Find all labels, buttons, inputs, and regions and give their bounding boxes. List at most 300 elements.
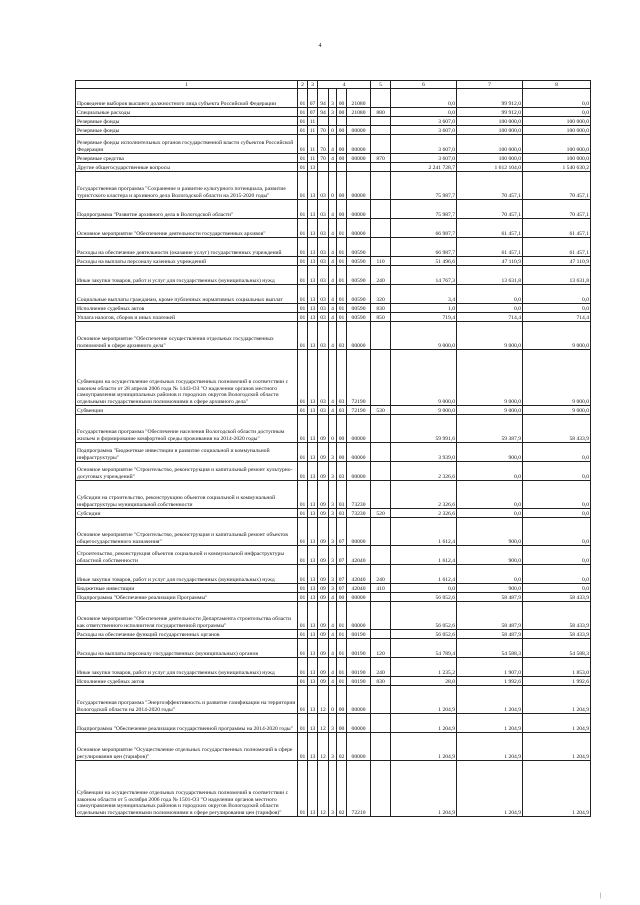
table-row — [76, 135, 591, 154]
target-code-direction-cell: 00000 — [347, 172, 371, 200]
section-code-cell: 01 — [298, 304, 308, 313]
table-row — [76, 304, 591, 313]
expense-type-cell — [371, 443, 391, 462]
expense-type-cell — [371, 518, 391, 546]
amount-col7-cell: 58 487,9 — [457, 602, 523, 630]
target-code-direction-cell: 00590 — [347, 285, 371, 304]
expense-type-cell: 870 — [371, 154, 391, 163]
row-name-cell: Основное мероприятие "Осуществление отдельных государственных полномочий в сфере регулирования цен (тарифов)" — [76, 733, 298, 761]
row-name-cell: Специальные расходы — [76, 108, 298, 117]
section-code-cell: 01 — [298, 584, 308, 593]
amount-col8-cell: 58 433,9 — [523, 602, 591, 630]
target-code-subprogram-cell: 4 — [329, 630, 337, 639]
target-code-activity-cell: 01 — [337, 639, 347, 658]
expense-type-cell — [371, 462, 391, 481]
subsection-code-cell: 13 — [308, 593, 318, 602]
table-row — [76, 257, 591, 266]
target-code-subprogram-cell: 0 — [329, 686, 337, 714]
amount-col7-cell: 54 588,3 — [457, 639, 523, 658]
target-code-activity-cell: 00 — [337, 593, 347, 602]
table-row — [76, 686, 591, 714]
amount-col6-cell: 14 767,3 — [391, 266, 457, 285]
row-name-cell: Резервные фонды исполнительных органов государственной власти субъектов Российской Федерации — [76, 135, 298, 154]
section-code-cell: 01 — [298, 630, 308, 639]
row-name-cell: Основное мероприятие "Строительство, реконструкция и капитальный ремонт объектов общегосударственного назначения" — [76, 518, 298, 546]
target-code-subprogram-cell: 3 — [329, 714, 337, 733]
header-cell: 2 — [298, 81, 308, 89]
target-code-activity-cell: 01 — [337, 658, 347, 677]
target-code-activity-cell: 01 — [337, 677, 347, 686]
subsection-code-cell: 07 — [308, 108, 318, 117]
row-name-cell: Субсидии на строительство, реконструкцию объектов социальной и коммунальной инфраструктуры муниципальной собственности — [76, 481, 298, 509]
table-row — [76, 322, 591, 350]
table-row — [76, 584, 591, 593]
target-code-activity-cell: 00 — [337, 686, 347, 714]
subsection-code-cell: 13 — [308, 509, 318, 518]
target-code-subprogram-cell: 3 — [329, 584, 337, 593]
row-name-cell: Иные закупки товаров, работ и услуг для государственных (муниципальных) нужд — [76, 658, 298, 677]
amount-col8-cell: 100 000,0 — [523, 135, 591, 154]
target-code-direction-cell: 42040 — [347, 546, 371, 565]
amount-col7-cell: 70 457,1 — [457, 172, 523, 200]
expense-type-cell — [371, 593, 391, 602]
amount-col7-cell: 0,0 — [457, 509, 523, 518]
amount-col8-cell: 70 457,1 — [523, 172, 591, 200]
target-code-direction-cell: 00000 — [347, 135, 371, 154]
row-name-cell: Субсидии — [76, 509, 298, 518]
expense-type-cell: 240 — [371, 565, 391, 584]
amount-col6-cell: 59 991,6 — [391, 415, 457, 443]
target-code-activity-cell: 02 — [337, 733, 347, 761]
target-code-subprogram-cell: 4 — [329, 154, 337, 163]
table-row — [76, 546, 591, 565]
amount-col8-cell: 61 457,1 — [523, 238, 591, 257]
section-code-cell: 01 — [298, 415, 308, 443]
target-code-subprogram-cell: 4 — [329, 350, 337, 406]
table-row — [76, 443, 591, 462]
expense-type-cell — [371, 761, 391, 817]
subsection-code-cell: 13 — [308, 163, 318, 172]
section-code-cell: 01 — [298, 172, 308, 200]
target-code-subprogram-cell: 4 — [329, 285, 337, 304]
table-row — [76, 677, 591, 686]
row-name-cell: Государственная программа "Обеспечение населения Вологодской области доступным жильем и формирование комфортной среды проживания на 2014-2020 годы" — [76, 415, 298, 443]
table-row — [76, 200, 591, 219]
amount-col7-cell: 58 487,9 — [457, 593, 523, 602]
target-code-program-cell: 70 — [318, 126, 329, 135]
expense-type-cell — [371, 238, 391, 257]
section-code-cell: 01 — [298, 677, 308, 686]
amount-col7-cell: 1 907,0 — [457, 658, 523, 677]
amount-col6-cell: 9 000,0 — [391, 322, 457, 350]
target-code-program-cell: 70 — [318, 135, 329, 154]
amount-col7-cell: 70 457,1 — [457, 200, 523, 219]
amount-col7-cell: 714,4 — [457, 313, 523, 322]
subsection-code-cell: 13 — [308, 733, 318, 761]
target-code-subprogram-cell: 4 — [329, 200, 337, 219]
expense-type-cell: 240 — [371, 658, 391, 677]
target-code-program-cell: 09 — [318, 443, 329, 462]
target-code-program-cell: 03 — [318, 322, 329, 350]
row-name-cell: Проведение выборов высшего должностного лица субъекта Российской Федерации — [76, 89, 298, 108]
target-code-activity-cell: 00 — [337, 172, 347, 200]
expense-type-cell — [371, 630, 391, 639]
corner-mark: | — [600, 893, 602, 899]
amount-col7-cell: 61 457,1 — [457, 238, 523, 257]
table-row — [76, 565, 591, 584]
target-code-program-cell: 09 — [318, 630, 329, 639]
amount-col6-cell: 719,4 — [391, 313, 457, 322]
section-code-cell: 01 — [298, 406, 308, 415]
table-row — [76, 509, 591, 518]
amount-col7-cell: 61 457,1 — [457, 219, 523, 238]
target-code-activity-cell: 00 — [337, 200, 347, 219]
section-code-cell: 01 — [298, 350, 308, 406]
amount-col6-cell: 1 204,9 — [391, 733, 457, 761]
target-code-activity-cell: 03 — [337, 322, 347, 350]
expense-type-cell — [371, 322, 391, 350]
amount-col7-cell: 0,0 — [457, 285, 523, 304]
section-code-cell: 01 — [298, 117, 308, 126]
amount-col8-cell: 100 000,0 — [523, 117, 591, 126]
target-code-program-cell: 03 — [318, 238, 329, 257]
target-code-activity-cell: 01 — [337, 304, 347, 313]
target-code-subprogram-cell: 4 — [329, 322, 337, 350]
amount-col8-cell: 0,0 — [523, 584, 591, 593]
target-code-activity-cell — [337, 117, 347, 126]
target-code-subprogram-cell: 4 — [329, 135, 337, 154]
subsection-code-cell: 11 — [308, 117, 318, 126]
target-code-program-cell: 09 — [318, 639, 329, 658]
row-name-cell: Резервные фонды — [76, 117, 298, 126]
target-code-direction-cell: 00000 — [347, 462, 371, 481]
target-code-direction-cell — [347, 117, 371, 126]
target-code-program-cell: 03 — [318, 304, 329, 313]
table-row — [76, 630, 591, 639]
section-code-cell: 01 — [298, 714, 308, 733]
amount-col7-cell: 900,0 — [457, 443, 523, 462]
page-number: 4 — [318, 43, 322, 49]
header-cell: 8 — [523, 81, 591, 89]
row-name-cell: Основное мероприятие "Обеспечение осуществления отдельных государственных полномочий в сфере архивного дела" — [76, 322, 298, 350]
target-code-activity-cell: 07 — [337, 565, 347, 584]
amount-col7-cell: 1 204,9 — [457, 686, 523, 714]
amount-col7-cell: 1 992,6 — [457, 677, 523, 686]
row-name-cell: Субвенции — [76, 406, 298, 415]
amount-col8-cell: 0,0 — [523, 462, 591, 481]
amount-col6-cell: 2 241 728,7 — [391, 163, 457, 172]
table-row — [76, 163, 591, 172]
table-row — [76, 658, 591, 677]
target-code-activity-cell: 00 — [337, 126, 347, 135]
target-code-direction-cell: 00000 — [347, 415, 371, 443]
subsection-code-cell: 13 — [308, 443, 318, 462]
target-code-activity-cell: 00 — [337, 714, 347, 733]
target-code-program-cell: 03 — [318, 313, 329, 322]
amount-col8-cell: 0,0 — [523, 108, 591, 117]
row-name-cell: Расходы на обеспечение деятельности (оказание услуг) государственных учреждений — [76, 238, 298, 257]
expense-type-cell — [371, 200, 391, 219]
amount-col7-cell: 9 000,0 — [457, 322, 523, 350]
subsection-code-cell: 13 — [308, 714, 318, 733]
expense-type-cell — [371, 117, 391, 126]
target-code-activity-cell: 00 — [337, 89, 347, 108]
section-code-cell: 01 — [298, 602, 308, 630]
target-code-direction-cell: 00590 — [347, 313, 371, 322]
target-code-direction-cell: 73230 — [347, 481, 371, 509]
target-code-activity-cell: 01 — [337, 238, 347, 257]
subsection-code-cell: 13 — [308, 546, 318, 565]
expense-type-cell — [371, 89, 391, 108]
row-name-cell: Государственная программа "Сохранение и развитие культурного потенциала, развитие туристского кластера и архивного дела Вологодской области на 2015-2020 годы" — [76, 172, 298, 200]
amount-col8-cell: 100 000,0 — [523, 126, 591, 135]
amount-col8-cell: 13 631,8 — [523, 266, 591, 285]
target-code-activity-cell: 03 — [337, 406, 347, 415]
amount-col6-cell: 3 607,0 — [391, 126, 457, 135]
target-code-direction-cell: 00000 — [347, 219, 371, 238]
target-code-subprogram-cell: 4 — [329, 602, 337, 630]
amount-col6-cell: 66 987,7 — [391, 219, 457, 238]
target-code-activity-cell: 01 — [337, 313, 347, 322]
section-code-cell: 01 — [298, 154, 308, 163]
section-code-cell: 01 — [298, 481, 308, 509]
amount-col8-cell: 1 204,9 — [523, 761, 591, 817]
amount-col8-cell: 1 992,6 — [523, 677, 591, 686]
table-row — [76, 108, 591, 117]
amount-col7-cell: 100 000,0 — [457, 126, 523, 135]
subsection-code-cell: 13 — [308, 322, 318, 350]
amount-col6-cell: 3 607,0 — [391, 117, 457, 126]
expense-type-cell: 240 — [371, 266, 391, 285]
target-code-program-cell: 03 — [318, 266, 329, 285]
target-code-direction-cell: 42040 — [347, 584, 371, 593]
target-code-subprogram-cell: 4 — [329, 219, 337, 238]
amount-col8-cell: 47 110,9 — [523, 257, 591, 266]
subsection-code-cell: 11 — [308, 126, 318, 135]
amount-col7-cell: 1 204,9 — [457, 733, 523, 761]
expense-type-cell: 110 — [371, 257, 391, 266]
target-code-direction-cell: 00000 — [347, 322, 371, 350]
amount-col7-cell: 0,0 — [457, 462, 523, 481]
target-code-subprogram-cell: 4 — [329, 677, 337, 686]
subsection-code-cell: 13 — [308, 350, 318, 406]
row-name-cell: Субвенции на осуществление отдельных государственных полномочий в соответствии с законом области от 5 октября 2006 года № 1501-ОЗ "О наделении органов местного самоуправления муниципальных районов и городских округов Вологодской области отдельными государственными полномочиями в сфере регулирования цен (тарифов)" — [76, 761, 298, 817]
table-row — [76, 462, 591, 481]
subsection-code-cell: 11 — [308, 154, 318, 163]
target-code-subprogram-cell: 4 — [329, 304, 337, 313]
row-name-cell: Субвенции на осуществление отдельных государственных полномочий в соответствии с законом области от 28 апреля 2006 года № 1443-ОЗ "О наделении органов местного самоуправления муниципальных районов и городских округов Вологодской области отдельными государственными полномочиями в сфере архивного дела" — [76, 350, 298, 406]
section-code-cell: 01 — [298, 135, 308, 154]
subsection-code-cell: 13 — [308, 565, 318, 584]
target-code-program-cell: 09 — [318, 462, 329, 481]
expense-type-cell: 320 — [371, 285, 391, 304]
section-code-cell: 01 — [298, 565, 308, 584]
target-code-program-cell: 03 — [318, 350, 329, 406]
target-code-activity-cell: 01 — [337, 285, 347, 304]
row-name-cell: Основное мероприятие "Обеспечение деятельности Департамента строительства области как ответственного исполнителя государственной программы" — [76, 602, 298, 630]
amount-col7-cell: 99 912,0 — [457, 108, 523, 117]
row-name-cell: Расходы на обеспечение функций государственных органов — [76, 630, 298, 639]
target-code-activity-cell: 03 — [337, 350, 347, 406]
row-name-cell: Основное мероприятие "Строительство, реконструкция и капитальный ремонт культурно-досуговых учреждений" — [76, 462, 298, 481]
target-code-direction-cell: 00000 — [347, 200, 371, 219]
expense-type-cell: 880 — [371, 108, 391, 117]
target-code-program-cell: 09 — [318, 565, 329, 584]
row-name-cell: Основное мероприятие "Обеспечение деятельности государственных архивов" — [76, 219, 298, 238]
amount-col8-cell: 0,0 — [523, 565, 591, 584]
target-code-direction-cell: 00000 — [347, 714, 371, 733]
target-code-activity-cell: 00 — [337, 443, 347, 462]
section-code-cell: 01 — [298, 761, 308, 817]
amount-col6-cell: 75 987,7 — [391, 172, 457, 200]
amount-col6-cell: 51 496,6 — [391, 257, 457, 266]
target-code-activity-cell: 01 — [337, 266, 347, 285]
target-code-direction-cell: 00190 — [347, 677, 371, 686]
target-code-direction-cell: 00190 — [347, 630, 371, 639]
section-code-cell: 01 — [298, 518, 308, 546]
amount-col7-cell: 100 000,0 — [457, 154, 523, 163]
header-cell: 1 — [76, 81, 298, 89]
target-code-program-cell: 09 — [318, 481, 329, 509]
amount-col7-cell: 9 000,0 — [457, 350, 523, 406]
subsection-code-cell: 13 — [308, 266, 318, 285]
amount-col7-cell: 900,0 — [457, 518, 523, 546]
target-code-direction-cell: 00000 — [347, 443, 371, 462]
row-name-cell: Исполнение судебных актов — [76, 304, 298, 313]
table-row — [76, 733, 591, 761]
target-code-program-cell: 94 — [318, 89, 329, 108]
table-row — [76, 313, 591, 322]
target-code-activity-cell — [337, 163, 347, 172]
header-cell: 5 — [371, 81, 391, 89]
amount-col8-cell: 1 204,9 — [523, 714, 591, 733]
target-code-subprogram-cell: 4 — [329, 658, 337, 677]
target-code-program-cell — [318, 163, 329, 172]
amount-col8-cell: 58 433,9 — [523, 415, 591, 443]
amount-col6-cell: 2 326,6 — [391, 462, 457, 481]
target-code-program-cell: 09 — [318, 415, 329, 443]
target-code-subprogram-cell: 0 — [329, 172, 337, 200]
table-row — [76, 350, 591, 406]
amount-col8-cell: 9 000,0 — [523, 406, 591, 415]
amount-col7-cell: 900,0 — [457, 584, 523, 593]
table-row — [76, 602, 591, 630]
table-row — [76, 238, 591, 257]
subsection-code-cell: 13 — [308, 304, 318, 313]
target-code-program-cell: 03 — [318, 406, 329, 415]
target-code-subprogram-cell: 3 — [329, 509, 337, 518]
target-code-direction-cell: 73230 — [347, 509, 371, 518]
target-code-direction-cell: 72210 — [347, 761, 371, 817]
row-name-cell: Резервные средства — [76, 154, 298, 163]
row-name-cell: Государственная программа "Энергоэффективность и развитие газификации на территории Вологодской области на 2014-2020 годы" — [76, 686, 298, 714]
target-code-direction-cell: 42040 — [347, 565, 371, 584]
table-row — [76, 126, 591, 135]
amount-col8-cell: 58 433,9 — [523, 593, 591, 602]
subsection-code-cell: 13 — [308, 462, 318, 481]
subsection-code-cell: 13 — [308, 238, 318, 257]
table-row — [76, 154, 591, 163]
table-row — [76, 406, 591, 415]
table-row — [76, 761, 591, 817]
target-code-program-cell: 09 — [318, 677, 329, 686]
amount-col8-cell: 100 000,0 — [523, 154, 591, 163]
target-code-direction-cell: 00000 — [347, 733, 371, 761]
section-code-cell: 01 — [298, 686, 308, 714]
amount-col7-cell: 0,0 — [457, 565, 523, 584]
target-code-subprogram-cell: 3 — [329, 481, 337, 509]
section-code-cell: 01 — [298, 462, 308, 481]
subsection-code-cell: 13 — [308, 415, 318, 443]
amount-col8-cell: 9 000,0 — [523, 350, 591, 406]
row-name-cell: Социальные выплаты гражданам, кроме публичных нормативных социальных выплат — [76, 285, 298, 304]
table-row — [76, 714, 591, 733]
amount-col7-cell: 9 000,0 — [457, 406, 523, 415]
expense-type-cell — [371, 172, 391, 200]
amount-col6-cell: 1 235,2 — [391, 658, 457, 677]
target-code-program-cell: 03 — [318, 285, 329, 304]
table-row — [76, 89, 591, 108]
target-code-program-cell: 03 — [318, 219, 329, 238]
section-code-cell: 01 — [298, 108, 308, 117]
amount-col8-cell: 714,4 — [523, 313, 591, 322]
expense-type-cell: 530 — [371, 406, 391, 415]
expense-type-cell — [371, 546, 391, 565]
expense-type-cell: 830 — [371, 304, 391, 313]
target-code-direction-cell: 00190 — [347, 658, 371, 677]
target-code-program-cell — [318, 117, 329, 126]
amount-col8-cell: 9 000,0 — [523, 322, 591, 350]
target-code-direction-cell: 00000 — [347, 602, 371, 630]
section-code-cell: 01 — [298, 285, 308, 304]
target-code-direction-cell: 00000 — [347, 593, 371, 602]
amount-col6-cell: 3 939,0 — [391, 443, 457, 462]
expense-type-cell — [371, 686, 391, 714]
expense-type-cell: 120 — [371, 639, 391, 658]
table-row — [76, 518, 591, 546]
amount-col6-cell: 66 987,7 — [391, 238, 457, 257]
amount-col7-cell: 99 912,0 — [457, 89, 523, 108]
row-name-cell: Подпрограмма "Бюджетные инвестиции в развитие социальной и коммунальной инфраструктуры" — [76, 443, 298, 462]
target-code-program-cell: 12 — [318, 686, 329, 714]
target-code-direction-cell: 00000 — [347, 126, 371, 135]
amount-col6-cell: 1,0 — [391, 304, 457, 313]
table-row — [76, 415, 591, 443]
target-code-program-cell: 09 — [318, 593, 329, 602]
amount-col8-cell: 1 540 630,2 — [523, 163, 591, 172]
target-code-subprogram-cell: 3 — [329, 546, 337, 565]
target-code-program-cell: 12 — [318, 733, 329, 761]
amount-col8-cell: 0,0 — [523, 285, 591, 304]
target-code-activity-cell: 02 — [337, 761, 347, 817]
subsection-code-cell: 13 — [308, 285, 318, 304]
target-code-activity-cell: 01 — [337, 257, 347, 266]
subsection-code-cell: 13 — [308, 761, 318, 817]
row-name-cell: Исполнение судебных актов — [76, 677, 298, 686]
target-code-subprogram-cell: 0 — [329, 126, 337, 135]
amount-col7-cell: 1 204,9 — [457, 714, 523, 733]
target-code-subprogram-cell: 3 — [329, 462, 337, 481]
amount-col7-cell: 13 631,8 — [457, 266, 523, 285]
row-name-cell: Подпрограмма "Развитие архивного дела в Вологодской области" — [76, 200, 298, 219]
section-code-cell: 01 — [298, 200, 308, 219]
subsection-code-cell: 13 — [308, 257, 318, 266]
subsection-code-cell: 13 — [308, 219, 318, 238]
expense-type-cell — [371, 126, 391, 135]
target-code-direction-cell: 00590 — [347, 304, 371, 313]
table-row — [76, 639, 591, 658]
amount-col6-cell: 1 204,9 — [391, 761, 457, 817]
